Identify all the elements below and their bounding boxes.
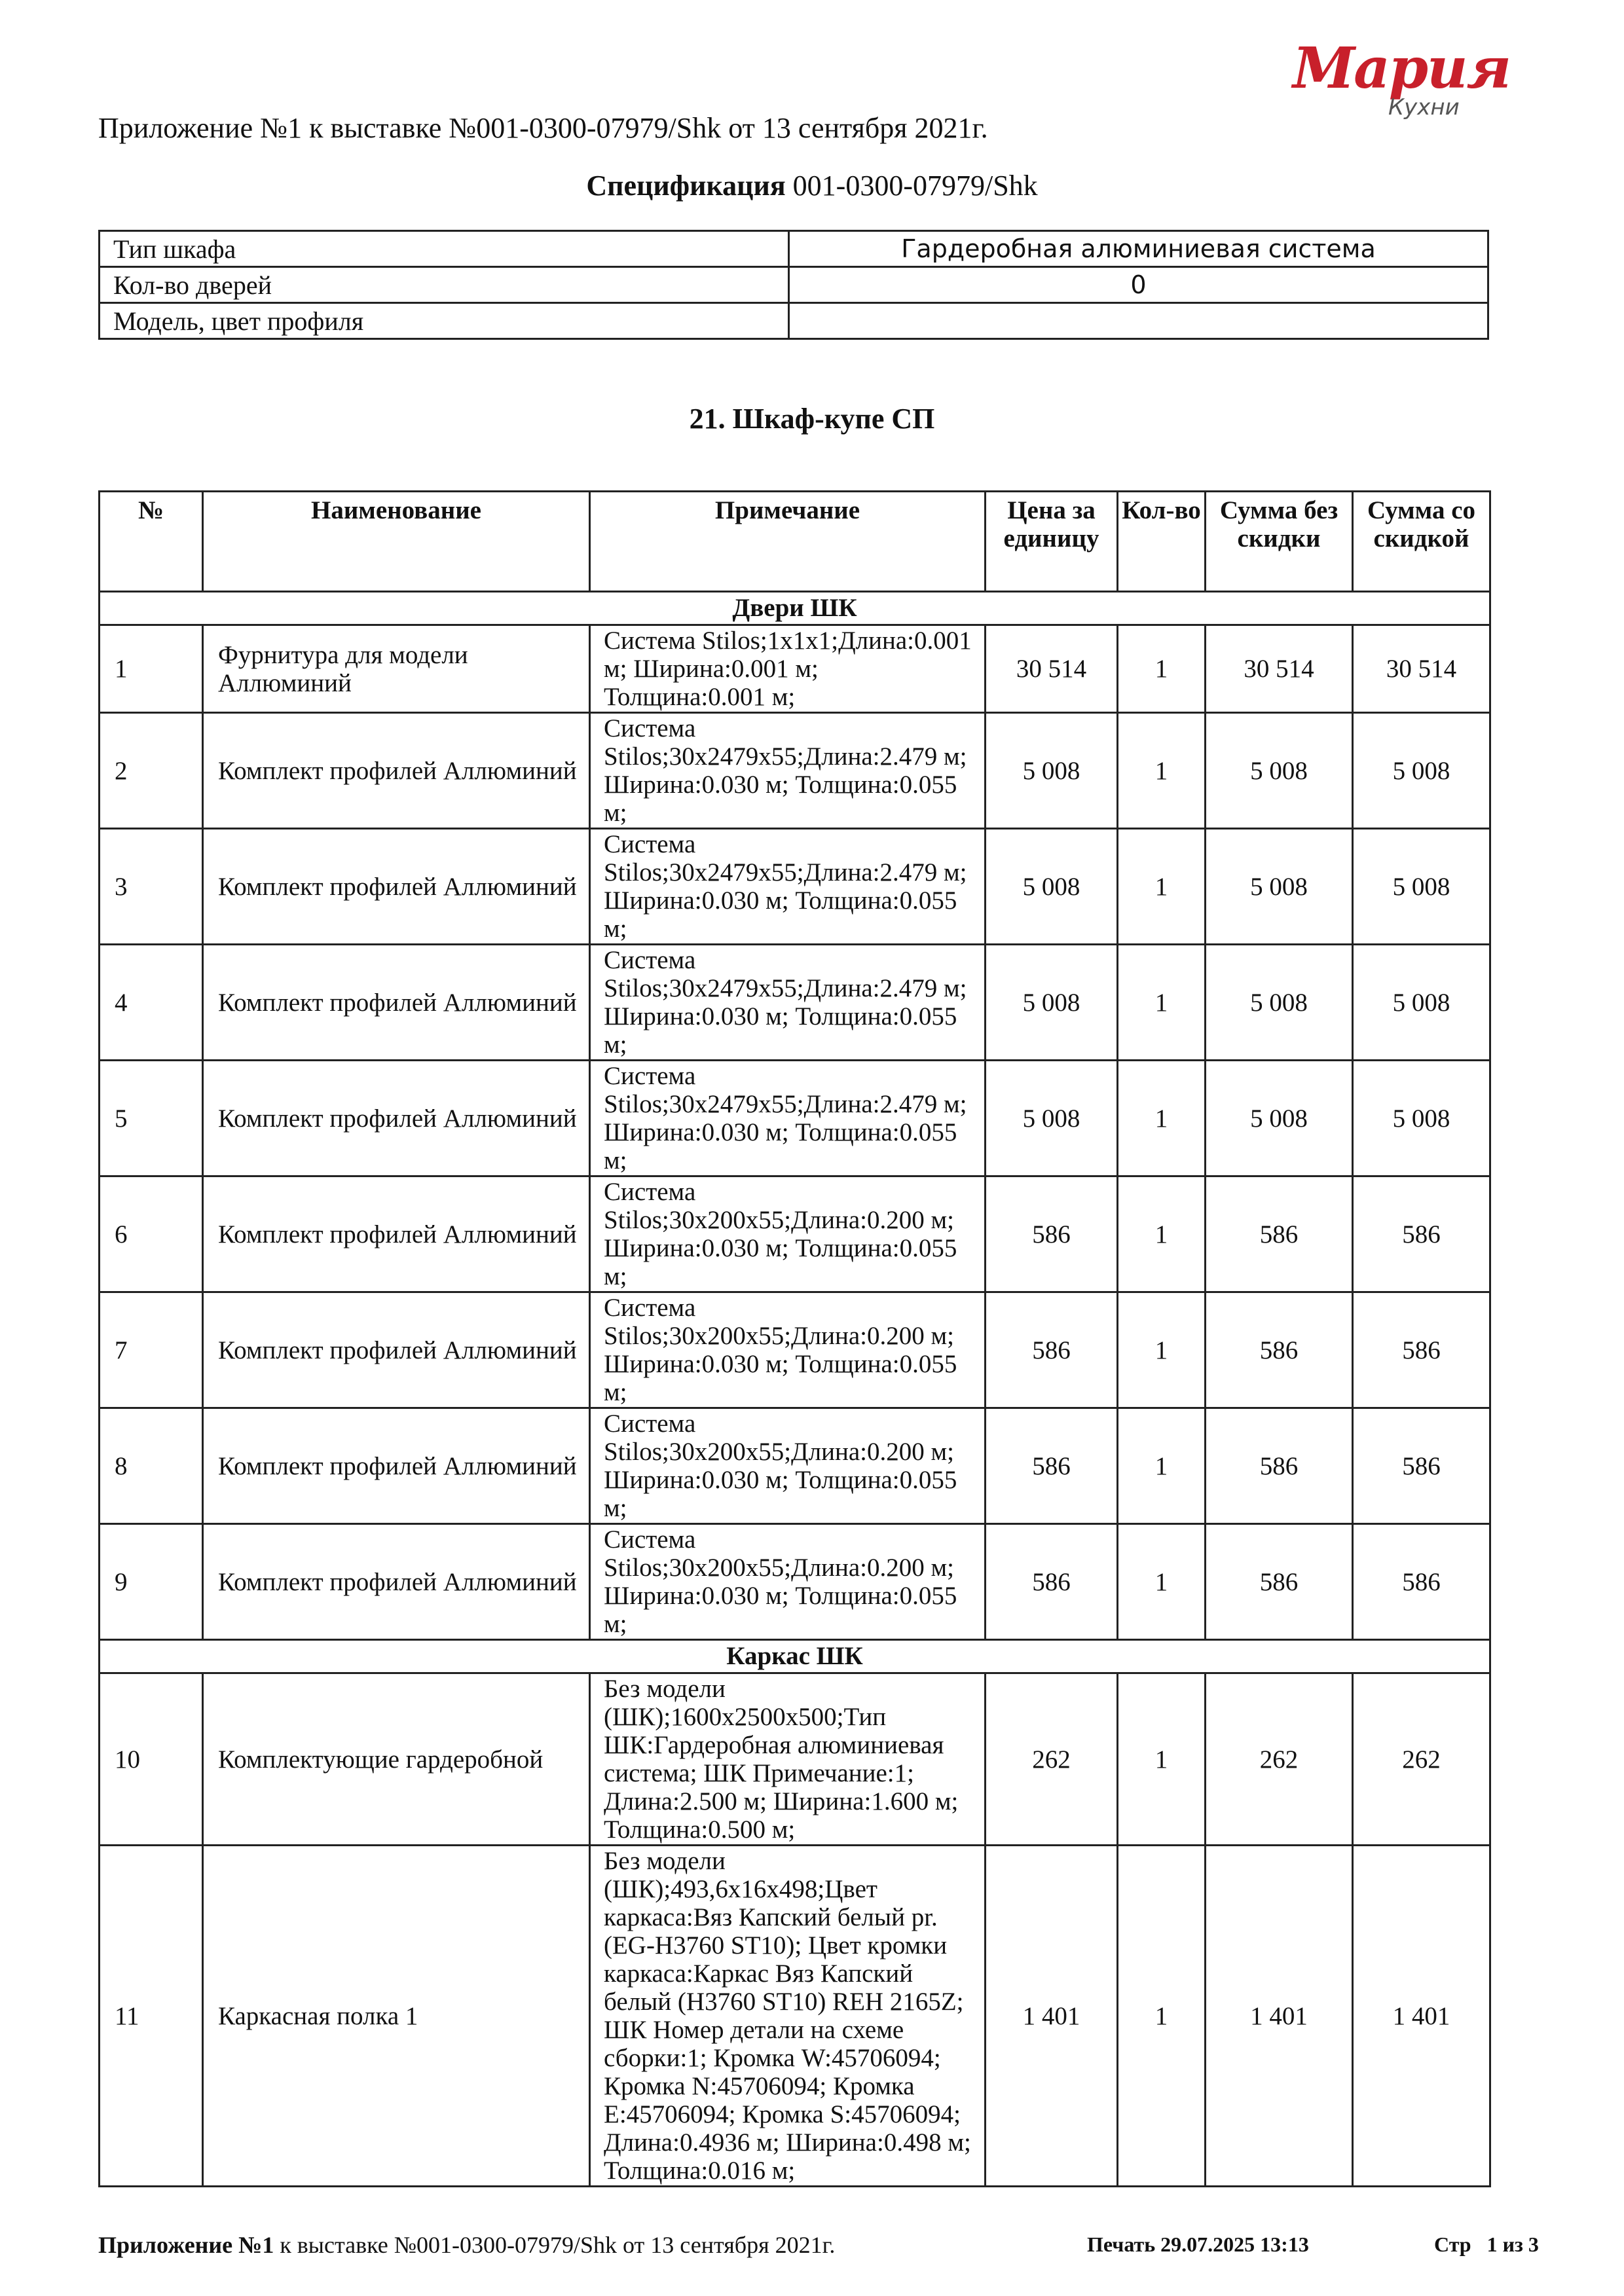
unit-price: 5 008 [986, 713, 1118, 829]
item-name: Комплект профилей Аллюминий [203, 1292, 590, 1408]
sum-without-discount: 5 008 [1206, 829, 1353, 945]
row-number: 10 [100, 1673, 203, 1846]
item-name: Каркасная полка 1 [203, 1846, 590, 2187]
spec-title-bold: Спецификация [586, 170, 786, 202]
sum-with-discount: 586 [1353, 1292, 1490, 1408]
unit-price: 5 008 [986, 1061, 1118, 1176]
spec-table [98, 490, 1491, 2187]
quantity: 1 [1118, 1176, 1206, 1292]
header-number: № [100, 492, 203, 592]
table-row [100, 1176, 1490, 1292]
sum-without-discount: 30 514 [1206, 625, 1353, 713]
quantity: 1 [1118, 625, 1206, 713]
sum-without-discount: 262 [1206, 1673, 1353, 1846]
item-name: Комплект профилей Аллюминий [203, 1061, 590, 1176]
unit-price: 586 [986, 1292, 1118, 1408]
header-name: Наименование [203, 492, 590, 592]
row-number: 7 [100, 1292, 203, 1408]
row-number: 4 [100, 945, 203, 1061]
item-name: Фурнитура для модели Аллюминий [203, 625, 590, 713]
unit-price: 586 [986, 1408, 1118, 1524]
sum-with-discount: 262 [1353, 1673, 1490, 1846]
item-name: Комплект профилей Аллюминий [203, 829, 590, 945]
sum-with-discount: 5 008 [1353, 1061, 1490, 1176]
quantity: 1 [1118, 1846, 1206, 2187]
item-note: Система Stilos;30x2479x55;Длина:2.479 м; Ширина:0.030 м; Толщина:0.055 м; [590, 829, 986, 945]
row-number: 1 [100, 625, 203, 713]
footer-appendix-rest: к выставке №001-0300-07979/Shk от 13 сентября 2021г. [280, 2232, 836, 2258]
row-number: 5 [100, 1061, 203, 1176]
unit-price: 5 008 [986, 829, 1118, 945]
table-row [100, 1846, 1490, 2187]
header-sum: Сумма без скидки [1206, 492, 1353, 592]
quantity: 1 [1118, 1408, 1206, 1524]
table-row [100, 1408, 1490, 1524]
print-timestamp: Печать 29.07.2025 13:13 [1087, 2232, 1309, 2256]
info-value [789, 303, 1488, 339]
row-number: 9 [100, 1524, 203, 1640]
table-row [100, 1524, 1490, 1640]
item-note: Система Stilos;1x1x1;Длина:0.001 м; Ширина:0.001 м; Толщина:0.001 м; [590, 625, 986, 713]
info-table [98, 230, 1489, 340]
footer-appendix [98, 2231, 835, 2259]
sum-with-discount: 586 [1353, 1408, 1490, 1524]
sum-with-discount: 5 008 [1353, 829, 1490, 945]
item-note: Система Stilos;30x2479x55;Длина:2.479 м; Ширина:0.030 м; Толщина:0.055 м; [590, 945, 986, 1061]
sum-with-discount: 1 401 [1353, 1846, 1490, 2187]
table-row [100, 1061, 1490, 1176]
row-number: 11 [100, 1846, 203, 2187]
group-row [100, 1640, 1490, 1673]
sum-without-discount: 5 008 [1206, 713, 1353, 829]
item-name: Комплект профилей Аллюминий [203, 945, 590, 1061]
header-price: Цена за единицу [986, 492, 1118, 592]
quantity: 1 [1118, 1673, 1206, 1846]
item-note: Система Stilos;30x200x55;Длина:0.200 м; Ширина:0.030 м; Толщина:0.055 м; [590, 1524, 986, 1640]
header-qty: Кол-во [1118, 492, 1206, 592]
logo-text: Мария [1292, 35, 1511, 101]
section-title: 21. Шкаф-купе СП [689, 403, 935, 435]
info-value: 0 [789, 267, 1488, 303]
quantity: 1 [1118, 945, 1206, 1061]
table-body [100, 592, 1490, 2187]
unit-price: 586 [986, 1176, 1118, 1292]
quantity: 1 [1118, 1524, 1206, 1640]
group-title: Каркас ШК [100, 1640, 1490, 1673]
item-name: Комплект профилей Аллюминий [203, 713, 590, 829]
item-name: Комплект профилей Аллюминий [203, 1524, 590, 1640]
sum-without-discount: 586 [1206, 1524, 1353, 1640]
quantity: 1 [1118, 829, 1206, 945]
info-label: Кол-во дверей [100, 267, 789, 303]
sum-with-discount: 586 [1353, 1524, 1490, 1640]
table-row [100, 829, 1490, 945]
row-number: 8 [100, 1408, 203, 1524]
row-number: 3 [100, 829, 203, 945]
footer-appendix-bold: Приложение №1 [98, 2232, 274, 2258]
row-number: 2 [100, 713, 203, 829]
sum-without-discount: 586 [1206, 1176, 1353, 1292]
info-row [100, 303, 1488, 339]
table-row [100, 713, 1490, 829]
info-label: Тип шкафа [100, 231, 789, 267]
sum-with-discount: 586 [1353, 1176, 1490, 1292]
sum-without-discount: 586 [1206, 1292, 1353, 1408]
item-note: Система Stilos;30x2479x55;Длина:2.479 м; Ширина:0.030 м; Толщина:0.055 м; [590, 713, 986, 829]
item-note: Система Stilos;30x200x55;Длина:0.200 м; Ширина:0.030 м; Толщина:0.055 м; [590, 1176, 986, 1292]
group-row [100, 592, 1490, 625]
quantity: 1 [1118, 1061, 1206, 1176]
quantity: 1 [1118, 1292, 1206, 1408]
item-note: Система Stilos;30x200x55;Длина:0.200 м; Ширина:0.030 м; Толщина:0.055 м; [590, 1292, 986, 1408]
table-row [100, 1292, 1490, 1408]
table-header-row [100, 492, 1490, 592]
item-note: Без модели (ШК);1600x2500x500;Тип ШК:Гардеробная алюминиевая система; ШК Примечание:1; Длина:2.500 м; Ширина:1.600 м; Толщина:0.500 м; [590, 1673, 986, 1846]
item-name: Комплектующие гардеробной [203, 1673, 590, 1846]
appendix-title: Приложение №1 к выставке №001-0300-07979/Shk от 13 сентября 2021г. [98, 112, 988, 144]
item-name: Комплект профилей Аллюминий [203, 1176, 590, 1292]
company-logo [1277, 35, 1526, 120]
table-row [100, 1673, 1490, 1846]
item-note: Система Stilos;30x200x55;Длина:0.200 м; Ширина:0.030 м; Толщина:0.055 м; [590, 1408, 986, 1524]
unit-price: 1 401 [986, 1846, 1118, 2187]
header-note: Примечание [590, 492, 986, 592]
unit-price: 30 514 [986, 625, 1118, 713]
info-row [100, 267, 1488, 303]
unit-price: 586 [986, 1524, 1118, 1640]
sum-without-discount: 5 008 [1206, 1061, 1353, 1176]
sum-without-discount: 5 008 [1206, 945, 1353, 1061]
info-label: Модель, цвет профиля [100, 303, 789, 339]
header-sum-discount: Сумма со скидкой [1353, 492, 1490, 592]
table-row [100, 625, 1490, 713]
item-note: Без модели (ШК);493,6x16x498;Цвет каркаса:Вяз Капский белый pr. (EG-H3760 ST10); Цвет кромки каркаса:Каркас Вяз Капский белый (H3760 ST10) REH 2165Z; ШК Номер детали на схеме сборки:1; Кромка W:45706094; Кромка N:45706094; Кромка E:45706094; Кромка S:45706094; Длина:0.4936 м; Ширина:0.498 м; Толщина:0.016 м; [590, 1846, 986, 2187]
table-row [100, 945, 1490, 1061]
spec-title [0, 169, 1624, 202]
row-number: 6 [100, 1176, 203, 1292]
logo-subtitle: Кухни [1388, 94, 1460, 120]
unit-price: 262 [986, 1673, 1118, 1846]
info-value: Гардеробная алюминиевая система [789, 231, 1488, 267]
sum-without-discount: 586 [1206, 1408, 1353, 1524]
quantity: 1 [1118, 713, 1206, 829]
page-number: Стр 1 из 3 [1434, 2232, 1539, 2256]
sum-with-discount: 5 008 [1353, 945, 1490, 1061]
sum-with-discount: 30 514 [1353, 625, 1490, 713]
sum-with-discount: 5 008 [1353, 713, 1490, 829]
info-row [100, 231, 1488, 267]
item-name: Комплект профилей Аллюминий [203, 1408, 590, 1524]
spec-number: 001-0300-07979/Shk [792, 170, 1038, 202]
item-note: Система Stilos;30x2479x55;Длина:2.479 м; Ширина:0.030 м; Толщина:0.055 м; [590, 1061, 986, 1176]
group-title: Двери ШК [100, 592, 1490, 625]
unit-price: 5 008 [986, 945, 1118, 1061]
sum-without-discount: 1 401 [1206, 1846, 1353, 2187]
